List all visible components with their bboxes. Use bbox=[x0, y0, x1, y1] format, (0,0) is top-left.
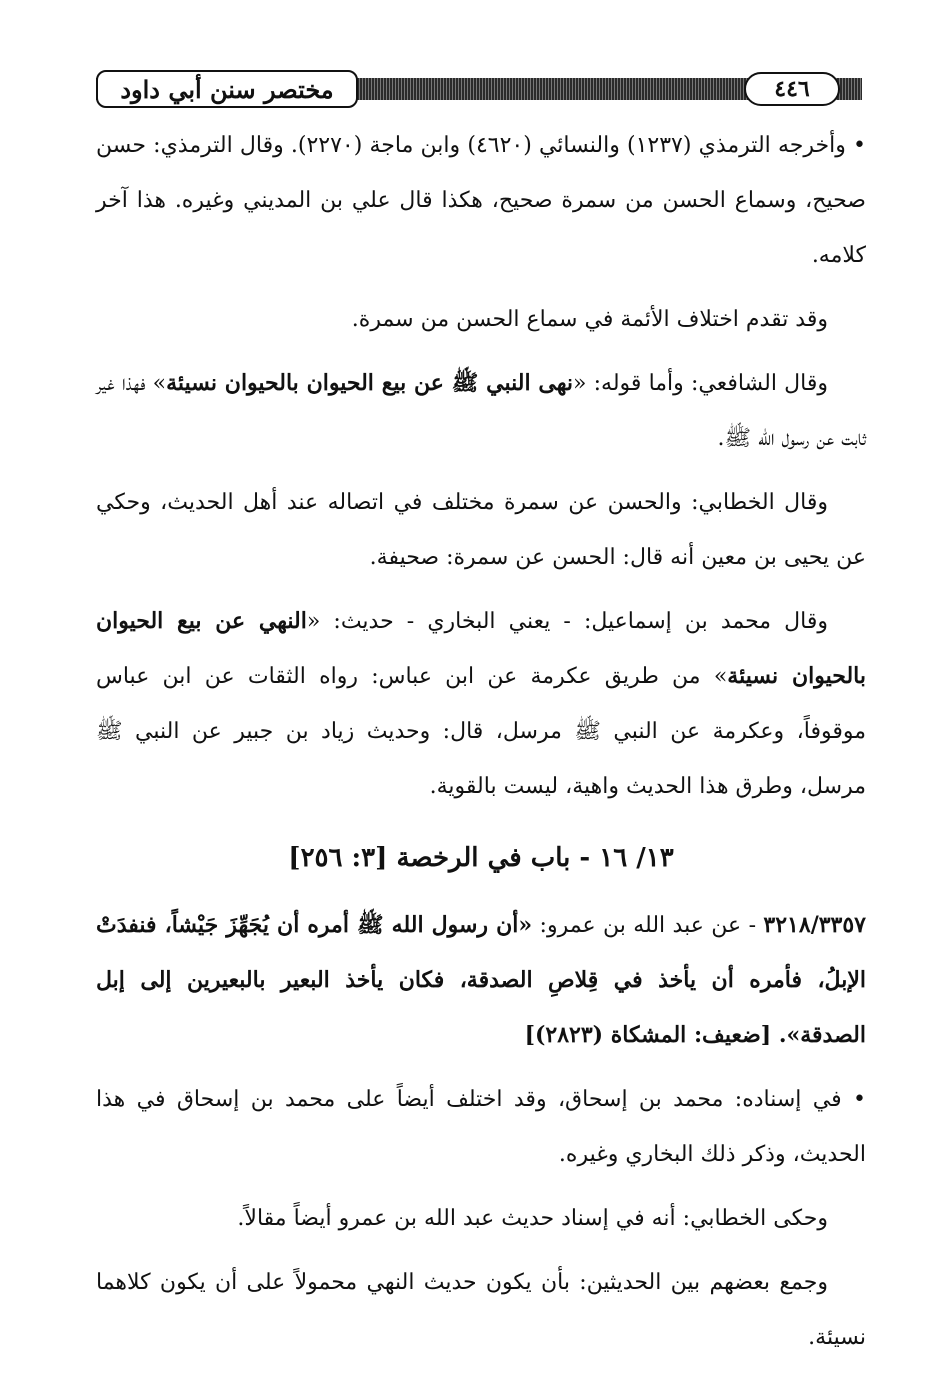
section-heading: ١٣/ ١٦ - باب في الرخصة [٣: ٢٥٦] bbox=[288, 843, 674, 873]
paragraph-khattabi-isnad: وحكى الخطابي: أنه في إسناد حديث عبد الله بن عمرو أيضاً مقالاً. bbox=[237, 1206, 828, 1231]
paragraph-imams-dispute: وقد تقدم اختلاف الأئمة في سماع الحسن من سمرة. bbox=[351, 307, 828, 332]
paragraph-bukhari bbox=[96, 594, 866, 814]
hadith-entry bbox=[96, 898, 866, 1063]
paragraph-isnad bbox=[96, 1072, 866, 1182]
paragraph-reconciliation: وجمع بعضهم بين الحديثين: بأن يكون حديث النهي محمولاً على أن يكون كلاهما نسيئة. bbox=[96, 1270, 866, 1350]
text-segment: » فهذا غير ثابت عن رسول الله ﷺ. bbox=[96, 371, 866, 451]
paragraph-takhrij bbox=[96, 118, 866, 283]
page-number: ٤٤٦ bbox=[744, 72, 840, 106]
text-segment: » من طريق عكرمة عن ابن عباس: رواه الثقات عن ابن عباس موقوفاً، وعكرمة عن النبي ﷺ مرسل، قال: وحديث زياد بن جبير عن النبي ﷺ مرسل، وطرق هذا الحديث واهية، ليست بالقوية. bbox=[96, 664, 866, 799]
quoted-hadith: النهي عن بيع الحيوان بالحيوان نسيئة bbox=[96, 608, 867, 689]
paragraph-text: وأخرجه الترمذي (١٢٣٧) والنسائي (٤٦٢٠) وابن ماجة (٢٢٧٠). وقال الترمذي: حسن صحيح، وسماع الحسن من سمرة صحيح، هكذا قال علي بن المديني وغيره. هذا آخر كلامه. bbox=[96, 133, 866, 268]
hadith-text: «أن رسول الله ﷺ أمره أن يُجَهِّزَ جَيْشاً، فنفدَتْ الإبلُ، فأمره أن يأخذ في قِلاصِ الصدقة، فكان يأخذ البعير بالبعيرين إلى إبل الصدقة». [ضعيف: المشكاة (٢٨٢٣)] bbox=[96, 912, 866, 1048]
quoted-hadith: نهى النبي ﷺ عن بيع الحيوان بالحيوان نسيئة bbox=[166, 370, 573, 396]
text-segment: وقال الشافعي: وأما قوله: « bbox=[573, 371, 828, 396]
hadith-narrator: - عن عبد الله بن عمرو: bbox=[532, 913, 764, 938]
text-segment: وقال محمد بن إسماعيل: - يعني البخاري - حديث: « bbox=[306, 609, 828, 634]
paragraph-khattabi: وقال الخطابي: والحسن عن سمرة مختلف في اتصاله عند أهل الحديث، وحكي عن يحيى بن معين أنه قال: الحسن عن سمرة: صحيفة. bbox=[96, 490, 866, 570]
page-header bbox=[96, 70, 862, 112]
page-content bbox=[96, 118, 866, 1374]
paragraph-shafii bbox=[96, 356, 866, 466]
book-title: مختصر سنن أبي داود bbox=[96, 70, 358, 108]
paragraph-text: في إسناده: محمد بن إسحاق، وقد اختلف أيضاً على محمد بن إسحاق في هذا الحديث، وذكر ذلك البخاري وغيره. bbox=[96, 1087, 866, 1167]
hadith-number: ٣٢١٨/٣٣٥٧ bbox=[763, 912, 866, 938]
